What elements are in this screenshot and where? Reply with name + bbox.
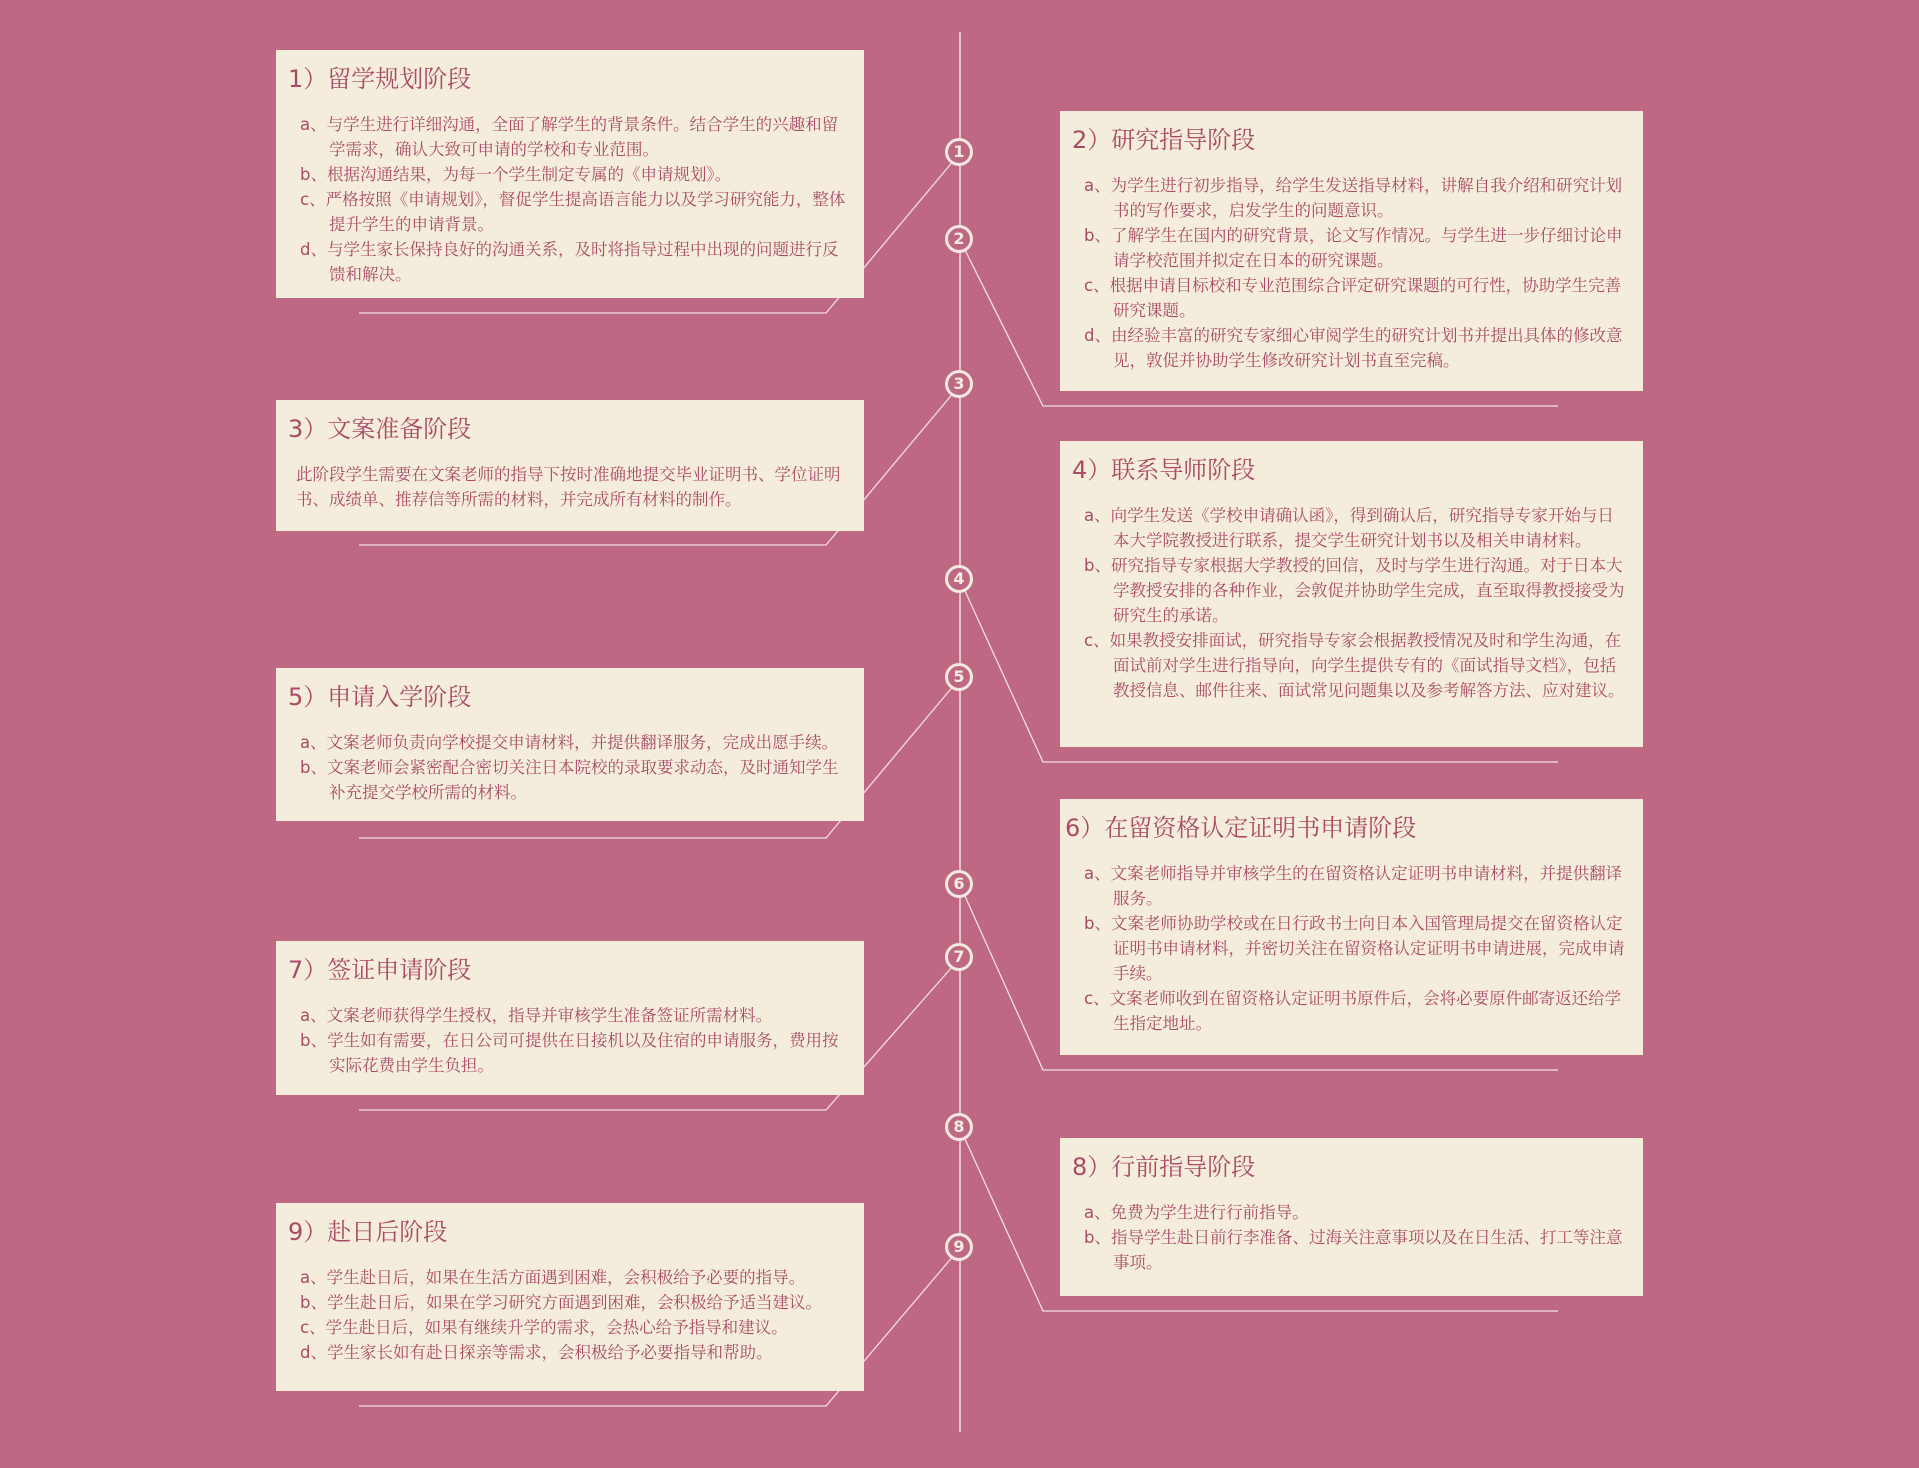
stage-title: 7）签证申请阶段: [288, 956, 472, 984]
list-item: b、文案老师会紧密配合密切关注日本院校的录取要求动态，及时通知学生补充提交学校所需的材料。: [300, 758, 839, 802]
stage-list: [1072, 1200, 1627, 1275]
stage-number-4: 4: [945, 565, 973, 593]
stage-list: [1072, 503, 1627, 703]
list-item: a、向学生发送《学校申请确认函》，得到确认后，研究指导专家开始与日本大学院教授进行联系，提交学生研究计划书以及相关申请材料。: [1084, 506, 1614, 550]
stage-box-6: [1060, 799, 1643, 1055]
list-item: c、如果教授安排面试，研究指导专家会根据教授情况及时和学生沟通，在面试前对学生进行指导向，向学生提供专有的《面试指导文档》，包括教授信息、邮件往来、面试常见问题集以及参考解答方法、应对建议。: [1084, 631, 1625, 700]
list-item: c、根据申请目标校和专业范围综合评定研究课题的可行性，协助学生完善研究课题。: [1084, 276, 1622, 320]
list-item: b、根据沟通结果，为每一个学生制定专属的《申请规划》。: [300, 165, 732, 184]
stage-text: 此阶段学生需要在文案老师的指导下按时准确地提交毕业证明书、学位证明书、成绩单、推荐信等所需的材料，并完成所有材料的制作。: [296, 465, 841, 509]
stage-box-2: [1060, 111, 1643, 391]
list-item: a、文案老师获得学生授权，指导并审核学生准备签证所需材料。: [300, 1006, 773, 1025]
list-item: b、文案老师协助学校或在日行政书士向日本入国管理局提交在留资格认定证明书申请材料，并密切关注在留资格认定证明书申请进展，完成申请手续。: [1084, 914, 1625, 983]
list-item: c、学生赴日后，如果有继续升学的需求，会热心给予指导和建议。: [300, 1318, 788, 1337]
stage-number-1: 1: [945, 138, 973, 166]
stage-number-8: 8: [945, 1113, 973, 1141]
stage-number-9: 9: [945, 1233, 973, 1261]
stage-number-3: 3: [945, 370, 973, 398]
stage-list: [288, 112, 848, 287]
stage-number-6: 6: [945, 870, 973, 898]
list-item: a、与学生进行详细沟通，全面了解学生的背景条件。结合学生的兴趣和留学需求，确认大致可申请的学校和专业范围。: [300, 115, 839, 159]
stage-number-5: 5: [945, 663, 973, 691]
list-item: b、学生赴日后，如果在学习研究方面遇到困难，会积极给予适当建议。: [300, 1293, 822, 1312]
stage-number-7: 7: [945, 943, 973, 971]
stage-box-9: [276, 1203, 864, 1391]
stage-number-2: 2: [945, 225, 973, 253]
stage-title: 6）在留资格认定证明书申请阶段: [1065, 814, 1417, 842]
stage-list: [288, 1003, 848, 1078]
stage-title: 4）联系导师阶段: [1072, 456, 1256, 484]
stage-box-8: [1060, 1138, 1643, 1296]
list-item: b、学生如有需要，在日公司可提供在日接机以及住宿的申请服务，费用按实际花费由学生负担。: [300, 1031, 839, 1075]
stage-title: 2）研究指导阶段: [1072, 126, 1256, 154]
stage-list: [288, 1265, 848, 1365]
list-item: a、为学生进行初步指导，给学生发送指导材料，讲解自我介绍和研究计划书的写作要求，启发学生的问题意识。: [1084, 176, 1623, 220]
stage-box-1: [276, 50, 864, 298]
list-item: b、研究指导专家根据大学教授的回信，及时与学生进行沟通。对于日本大学教授安排的各种作业，会敦促并协助学生完成，直至取得教授接受为研究生的承诺。: [1084, 556, 1625, 625]
stage-list: [288, 730, 848, 805]
list-item: d、学生家长如有赴日探亲等需求，会积极给予必要指导和帮助。: [300, 1343, 773, 1362]
stage-box-4: [1060, 441, 1643, 747]
stage-box-3: [276, 400, 864, 531]
list-item: d、由经验丰富的研究专家细心审阅学生的研究计划书并提出具体的修改意见，敦促并协助学生修改研究计划书直至完稿。: [1084, 326, 1623, 370]
stage-title: 9）赴日后阶段: [288, 1218, 448, 1246]
stage-title: 1）留学规划阶段: [288, 65, 472, 93]
list-item: b、了解学生在国内的研究背景，论文写作情况。与学生进一步仔细讨论申请学校范围并拟定在日本的研究课题。: [1084, 226, 1623, 270]
stage-list: [1065, 861, 1627, 1036]
stage-title: 3）文案准备阶段: [288, 415, 472, 443]
list-item: b、指导学生赴日前行李准备、过海关注意事项以及在日生活、打工等注意事项。: [1084, 1228, 1623, 1272]
stage-title: 5）申请入学阶段: [288, 683, 472, 711]
stage-box-7: [276, 941, 864, 1095]
list-item: a、免费为学生进行行前指导。: [1084, 1203, 1309, 1222]
list-item: a、学生赴日后，如果在生活方面遇到困难，会积极给予必要的指导。: [300, 1268, 806, 1287]
list-item: c、严格按照《申请规划》，督促学生提高语言能力以及学习研究能力，整体提升学生的申请背景。: [300, 190, 846, 234]
stage-list: [1072, 173, 1627, 373]
list-item: a、文案老师指导并审核学生的在留资格认定证明书申请材料，并提供翻译服务。: [1084, 864, 1623, 908]
list-item: d、与学生家长保持良好的沟通关系，及时将指导过程中出现的问题进行反馈和解决。: [300, 240, 839, 284]
stage-title: 8）行前指导阶段: [1072, 1153, 1256, 1181]
list-item: a、文案老师负责向学校提交申请材料，并提供翻译服务，完成出愿手续。: [300, 733, 839, 752]
list-item: c、文案老师收到在留资格认定证明书原件后，会将必要原件邮寄返还给学生指定地址。: [1084, 989, 1622, 1033]
stage-box-5: [276, 668, 864, 821]
